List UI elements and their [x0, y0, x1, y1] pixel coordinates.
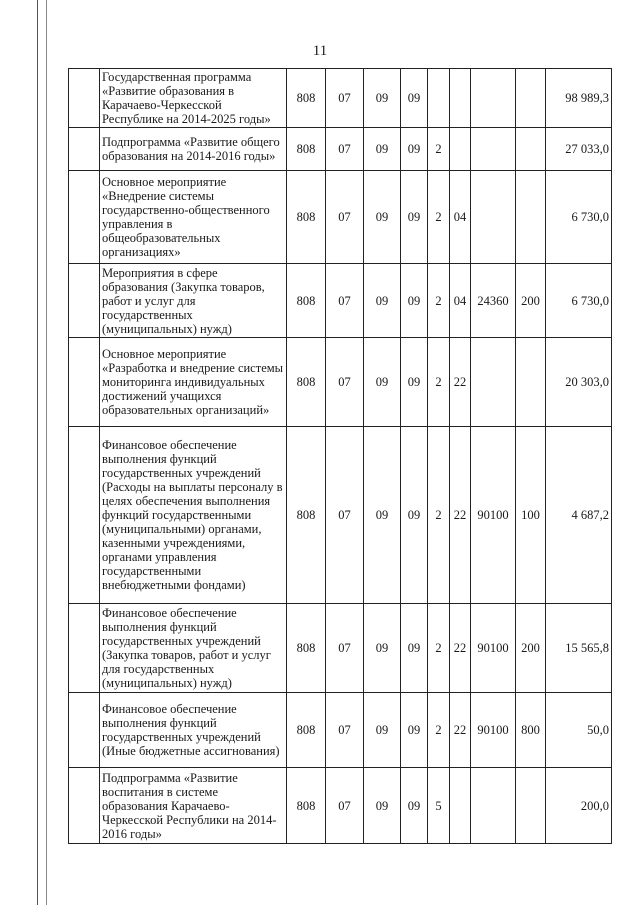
- program-cell: 09: [401, 693, 428, 768]
- table-row: [69, 604, 612, 693]
- ministry-cell: 808: [287, 338, 326, 427]
- row-number-cell: [69, 171, 100, 264]
- event-cell: 04: [450, 171, 471, 264]
- event-cell: 22: [450, 427, 471, 604]
- amount-cell: 50,0: [546, 693, 612, 768]
- program-cell: 09: [401, 264, 428, 338]
- expense-type-cell: [516, 768, 546, 844]
- event-cell: 22: [450, 338, 471, 427]
- row-number-cell: [69, 693, 100, 768]
- subprogram-cell: 2: [428, 604, 450, 693]
- name-cell: Финансовое обеспечение выполнения функций государственных учреждений (Иные бюджетные ассигнования): [100, 693, 287, 768]
- name-cell: Подпрограмма «Развитие воспитания в системе образования Карачаево-Черкесской Республики на 2014-2016 годы»: [100, 768, 287, 844]
- program-cell: 09: [401, 604, 428, 693]
- subprogram-cell: 2: [428, 171, 450, 264]
- section-cell: 07: [326, 604, 364, 693]
- table-row: [69, 338, 612, 427]
- amount-cell: 27 033,0: [546, 128, 612, 171]
- event-cell: 22: [450, 693, 471, 768]
- direction-cell: 90100: [471, 604, 516, 693]
- ministry-cell: 808: [287, 693, 326, 768]
- table-row: [69, 171, 612, 264]
- expense-type-cell: [516, 171, 546, 264]
- expense-type-cell: [516, 128, 546, 171]
- expense-type-cell: 100: [516, 427, 546, 604]
- subprogram-cell: 2: [428, 427, 450, 604]
- ministry-cell: 808: [287, 427, 326, 604]
- table-row: [69, 693, 612, 768]
- section-cell: 07: [326, 264, 364, 338]
- name-cell: Мероприятия в сфере образования (Закупка товаров, работ и услуг для государственных (муниципальных) нужд): [100, 264, 287, 338]
- table-row: [69, 69, 612, 128]
- direction-cell: 90100: [471, 427, 516, 604]
- section-cell: 07: [326, 338, 364, 427]
- name-cell: Государственная программа «Развитие образования в Карачаево-Черкесской Республике на 2014-2025 годы»: [100, 69, 287, 128]
- row-number-cell: [69, 264, 100, 338]
- subsection-cell: 09: [364, 338, 401, 427]
- direction-cell: [471, 69, 516, 128]
- subprogram-cell: 5: [428, 768, 450, 844]
- program-cell: 09: [401, 338, 428, 427]
- ministry-cell: 808: [287, 69, 326, 128]
- name-cell: Финансовое обеспечение выполнения функций государственных учреждений (Закупка товаров, работ и услуг для государственных (муниципальных) нужд): [100, 604, 287, 693]
- expense-type-cell: 200: [516, 264, 546, 338]
- program-cell: 09: [401, 128, 428, 171]
- row-number-cell: [69, 427, 100, 604]
- amount-cell: 4 687,2: [546, 427, 612, 604]
- amount-cell: 6 730,0: [546, 171, 612, 264]
- ministry-cell: 808: [287, 128, 326, 171]
- subprogram-cell: 2: [428, 693, 450, 768]
- row-number-cell: [69, 604, 100, 693]
- direction-cell: 24360: [471, 264, 516, 338]
- event-cell: [450, 69, 471, 128]
- subsection-cell: 09: [364, 693, 401, 768]
- subsection-cell: 09: [364, 69, 401, 128]
- subprogram-cell: 2: [428, 338, 450, 427]
- subsection-cell: 09: [364, 171, 401, 264]
- ministry-cell: 808: [287, 768, 326, 844]
- direction-cell: [471, 338, 516, 427]
- ministry-cell: 808: [287, 264, 326, 338]
- section-cell: 07: [326, 128, 364, 171]
- subprogram-cell: 2: [428, 264, 450, 338]
- direction-cell: 90100: [471, 693, 516, 768]
- expense-type-cell: 800: [516, 693, 546, 768]
- name-cell: Основное мероприятие «Разработка и внедрение системы мониторинга индивидуальных достижений учащихся образовательных организаций»: [100, 338, 287, 427]
- amount-cell: 15 565,8: [546, 604, 612, 693]
- program-cell: 09: [401, 69, 428, 128]
- ministry-cell: 808: [287, 171, 326, 264]
- subprogram-cell: [428, 69, 450, 128]
- expense-type-cell: [516, 338, 546, 427]
- event-cell: 04: [450, 264, 471, 338]
- name-cell: Финансовое обеспечение выполнения функций государственных учреждений (Расходы на выплаты персоналу в целях обеспечения выполнения функций государственными (муниципальными) органами, казенными учреждениями, органами управления государственными внебюджетными фондами): [100, 427, 287, 604]
- table-row: [69, 264, 612, 338]
- section-cell: 07: [326, 768, 364, 844]
- scan-margin-line: [46, 0, 47, 905]
- row-number-cell: [69, 69, 100, 128]
- subsection-cell: 09: [364, 604, 401, 693]
- row-number-cell: [69, 128, 100, 171]
- table-row: [69, 128, 612, 171]
- table-row: [69, 427, 612, 604]
- row-number-cell: [69, 338, 100, 427]
- table-row: [69, 768, 612, 844]
- amount-cell: 20 303,0: [546, 338, 612, 427]
- section-cell: 07: [326, 693, 364, 768]
- section-cell: 07: [326, 171, 364, 264]
- program-cell: 09: [401, 768, 428, 844]
- subsection-cell: 09: [364, 427, 401, 604]
- amount-cell: 200,0: [546, 768, 612, 844]
- amount-cell: 98 989,3: [546, 69, 612, 128]
- name-cell: Подпрограмма «Развитие общего образования на 2014-2016 годы»: [100, 128, 287, 171]
- section-cell: 07: [326, 427, 364, 604]
- subprogram-cell: 2: [428, 128, 450, 171]
- program-cell: 09: [401, 427, 428, 604]
- subsection-cell: 09: [364, 128, 401, 171]
- ministry-cell: 808: [287, 604, 326, 693]
- event-cell: [450, 768, 471, 844]
- budget-table: [68, 68, 612, 844]
- amount-cell: 6 730,0: [546, 264, 612, 338]
- subsection-cell: 09: [364, 768, 401, 844]
- row-number-cell: [69, 768, 100, 844]
- direction-cell: [471, 768, 516, 844]
- event-cell: 22: [450, 604, 471, 693]
- section-cell: 07: [326, 69, 364, 128]
- subsection-cell: 09: [364, 264, 401, 338]
- direction-cell: [471, 128, 516, 171]
- name-cell: Основное мероприятие «Внедрение системы государственно-общественного управления в общеобразовательных организациях»: [100, 171, 287, 264]
- expense-type-cell: 200: [516, 604, 546, 693]
- program-cell: 09: [401, 171, 428, 264]
- expense-type-cell: [516, 69, 546, 128]
- scan-margin-line: [37, 0, 38, 905]
- event-cell: [450, 128, 471, 171]
- direction-cell: [471, 171, 516, 264]
- page-number: 11: [312, 43, 328, 59]
